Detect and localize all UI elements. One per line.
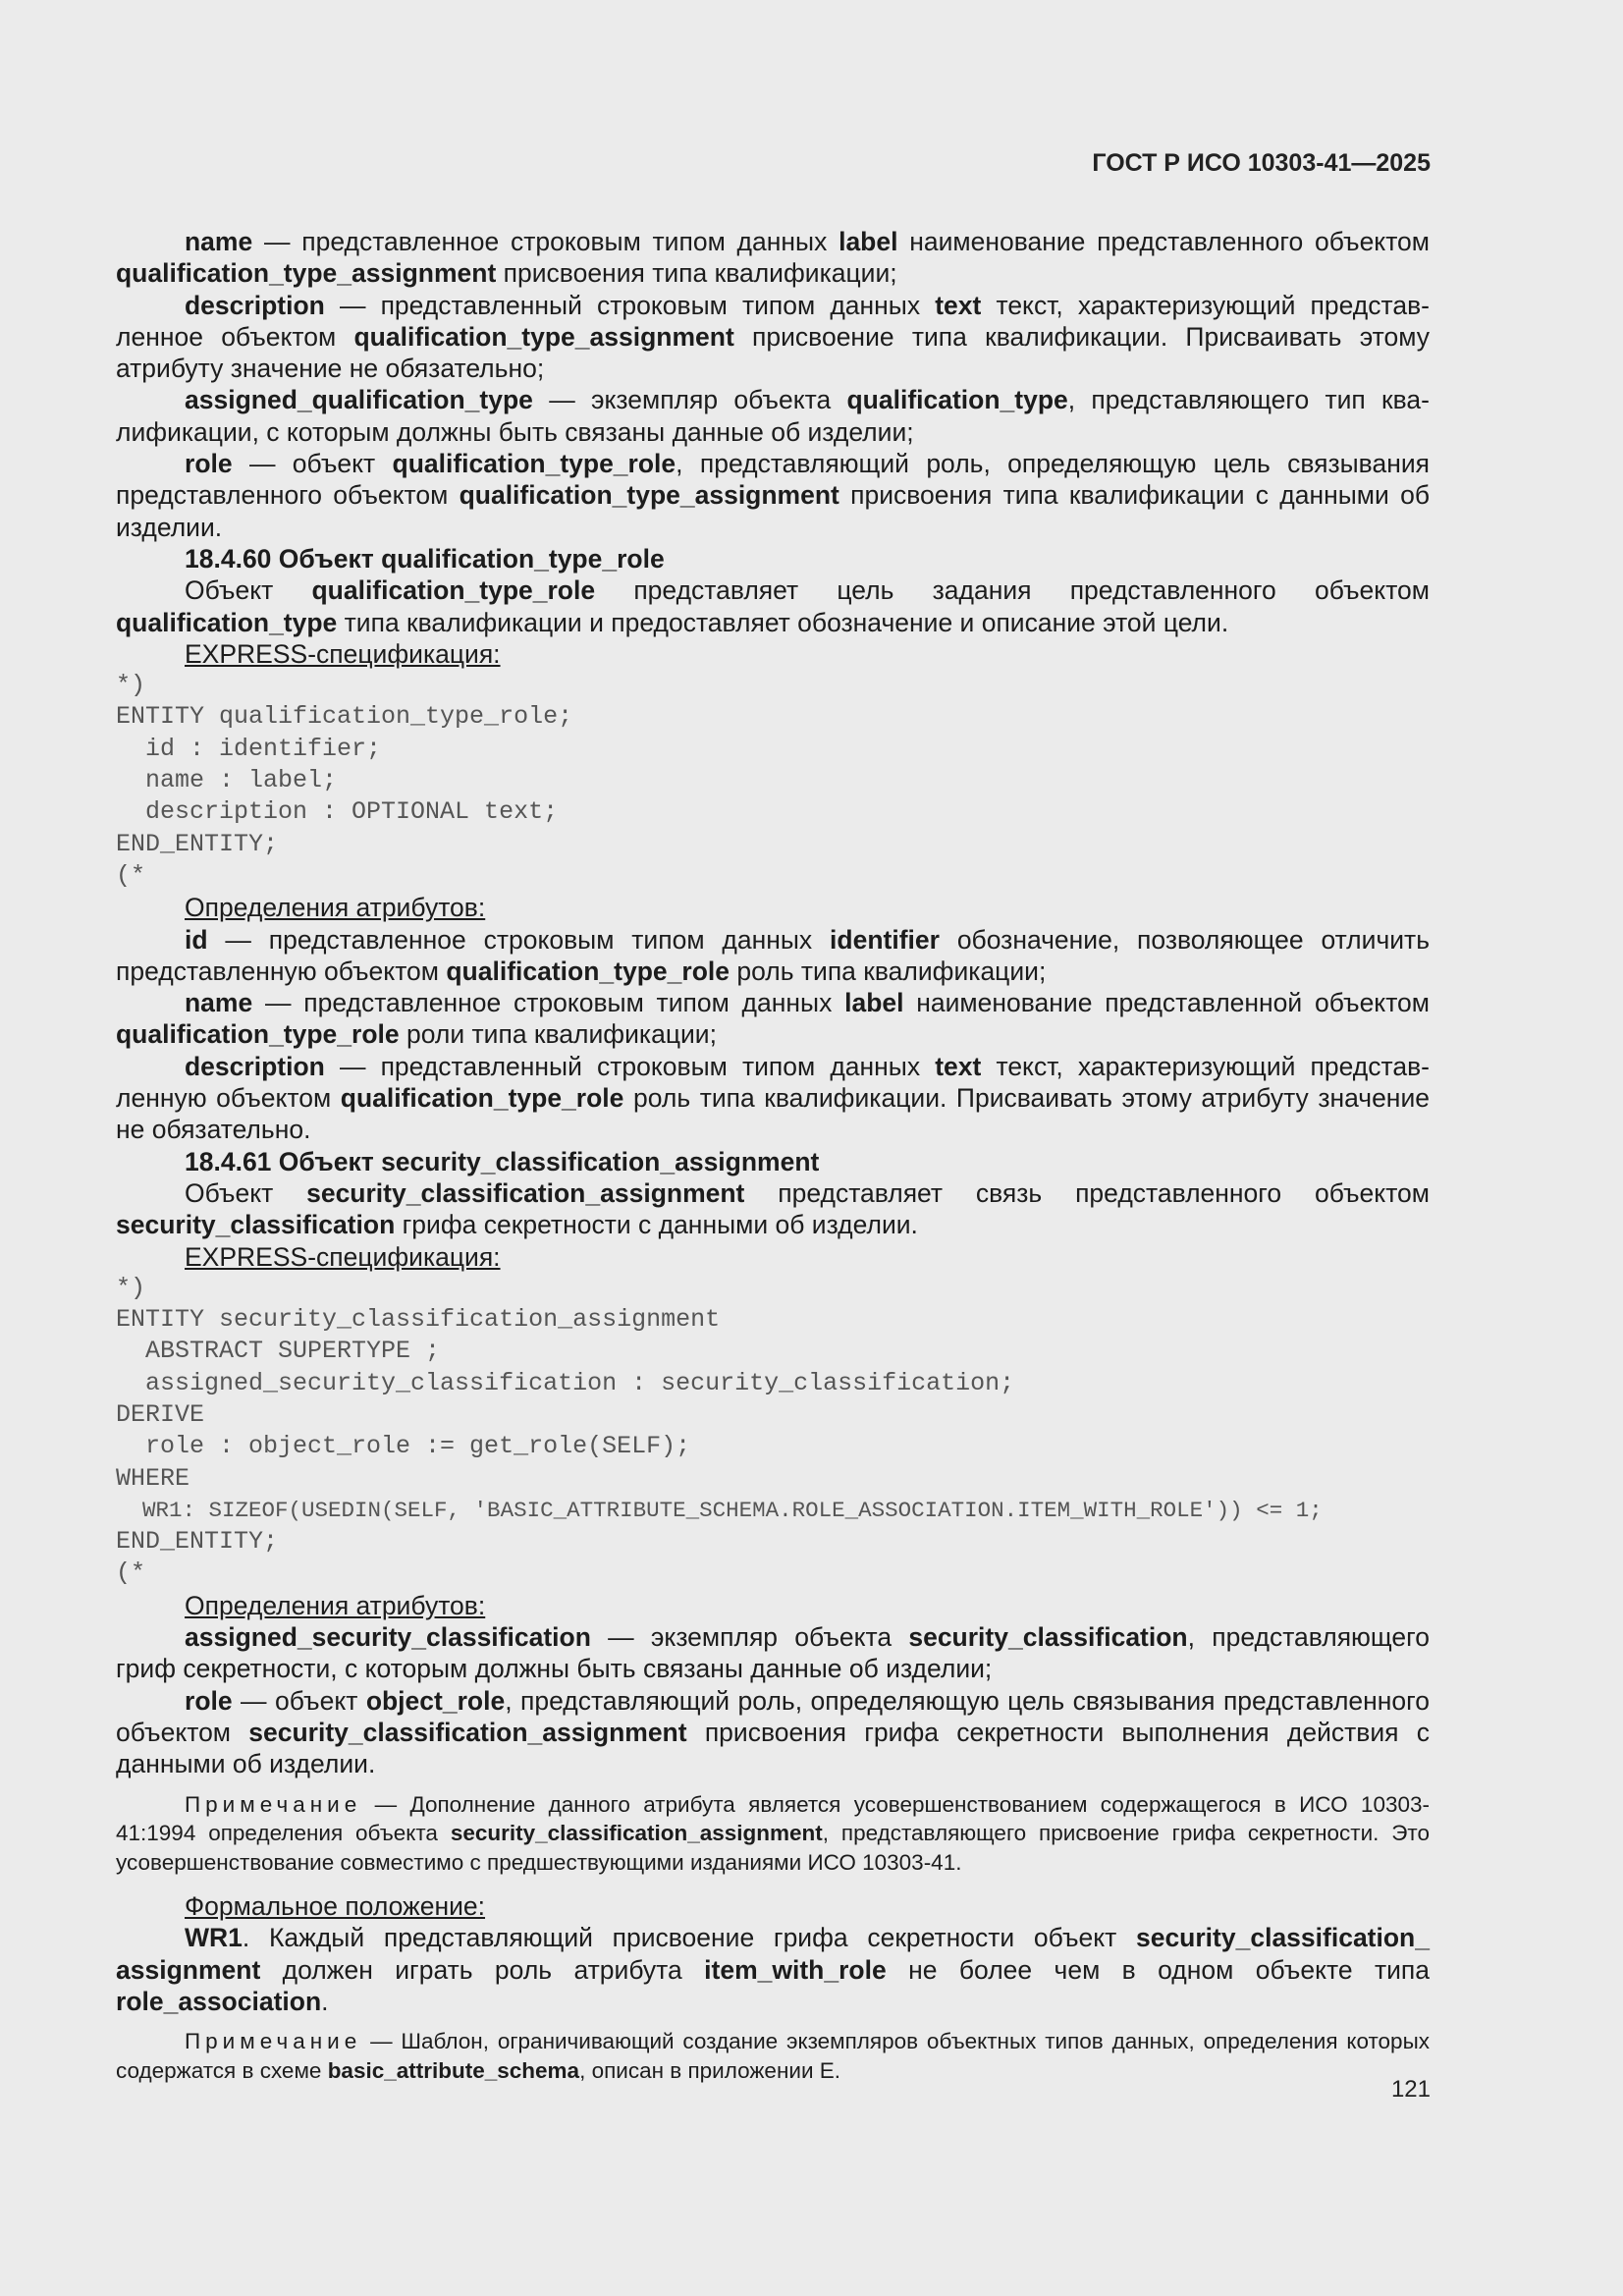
express-code-end: END_ENTITY; (*: [116, 1527, 279, 1588]
bold-term: security_classification_assignment: [306, 1177, 745, 1208]
text-run: — представленное строковым типом данных: [252, 227, 839, 256]
formal-proposition-label: Формальное положение:: [185, 1891, 486, 1922]
text-run: — объект: [232, 1685, 366, 1716]
text-run: — представленный строковым типом данных: [324, 1051, 936, 1081]
bold-term: qualification_type_role: [446, 956, 730, 986]
note-label: Примечание: [185, 2029, 362, 2054]
attribute-definitions-label: Определения атрибутов:: [185, 893, 486, 923]
where-rule-paragraph: [116, 1922, 1430, 2017]
note-label: Примечание: [185, 1791, 362, 1817]
attr-role-paragraph: [116, 1685, 1430, 1780]
text-run: текст, характеризующий представленное объектом: [116, 290, 1430, 352]
section-heading-18-4-60: 18.4.60 Объект qualification_type_role: [185, 543, 665, 574]
section-heading-18-4-61: 18.4.61 Объект security_classification_assignment: [185, 1146, 820, 1176]
attr-assigned-security-classification-paragraph: [116, 1621, 1430, 1685]
text-run: — представленный строковым типом данных: [324, 290, 936, 320]
text-run: роль типа квалификации. Присваивать этому атрибуту значение не обязательно.: [116, 1083, 1430, 1145]
text-run: должен играть роль атрибута: [260, 1954, 705, 1985]
attr-name-paragraph: [116, 987, 1430, 1051]
object-description-paragraph: [116, 574, 1430, 638]
text-run: присвоения типа квалификации с данными об изделии.: [116, 480, 1430, 542]
attribute-definitions-label: Определения атрибутов:: [185, 1590, 486, 1620]
text-run: текст, характеризующий представленную объектом: [116, 1051, 1430, 1114]
text-run: — представленное строковым типом данных: [207, 924, 831, 955]
text-run: , представляющий роль, определяющую цель связывания представленного объектом: [116, 1685, 1430, 1747]
text-run: представляет связь представленного объектом: [744, 1177, 1430, 1208]
bold-term: text: [935, 290, 982, 320]
bold-term: qualification_type_role: [116, 1019, 400, 1050]
bold-term: name: [185, 988, 253, 1018]
bold-term: qualification_type: [116, 607, 338, 637]
bold-term: security_classification: [116, 1210, 396, 1240]
text-run: Объект: [185, 1177, 307, 1208]
bold-term: role_association: [116, 1986, 322, 2016]
bold-term: assigned_qualification_type: [185, 385, 533, 415]
bold-term: identifier: [830, 924, 940, 955]
text-run: присвоения типа квалификации;: [496, 258, 897, 289]
bold-term: security_classification: [908, 1622, 1188, 1653]
text-run: наименование представленной объектом: [903, 988, 1430, 1018]
bold-term: security_classification_assignment: [450, 1821, 823, 1846]
bold-term: id: [185, 924, 208, 955]
text-run: не более чем в одном объекте типа: [886, 1954, 1430, 1985]
text-run: .: [321, 1986, 329, 2016]
standard-designation: ГОСТ Р ИСО 10303-41—2025: [1092, 149, 1431, 177]
bold-term: qualification_type: [846, 385, 1068, 415]
attr-name-paragraph: [116, 226, 1430, 290]
bold-term: assigned_security_classification: [185, 1622, 591, 1653]
bold-term: security_classification_assignment: [248, 1717, 687, 1747]
text-run: — Дополнение данного атрибута является усовершенствованием содержащегося в ИСО 10303-41:1994 определения объекта: [116, 1791, 1430, 1846]
express-code-block: *) ENTITY qualification_type_role; id : identifier; name : label; description : OPTIONAL text; END_ENTITY; (*: [116, 671, 573, 890]
attr-role-paragraph: [116, 448, 1430, 543]
page-number: 121: [1390, 2076, 1431, 2103]
text-run: , представляющего тип квалификации, с которым должны быть связаны данные об изделии;: [116, 385, 1430, 447]
bold-term: description: [185, 1051, 325, 1081]
text-run: — экземпляр объекта: [532, 385, 847, 415]
bold-term: name: [185, 227, 253, 256]
text-run: Объект: [185, 575, 312, 606]
bold-term: WR1: [185, 1923, 243, 1953]
attr-assigned-qualification-type-paragraph: [116, 384, 1430, 448]
attr-description-paragraph: [116, 1051, 1430, 1146]
express-code-block: *) ENTITY security_classification_assignment ABSTRACT SUPERTYPE ; assigned_security_classification : security_classification; DERIVE role : object_role := get_role(SELF); WHERE: [116, 1273, 1015, 1493]
bold-term: item_with_role: [704, 1954, 887, 1985]
bold-term: qualification_type_assignment: [459, 480, 839, 511]
text-run: , представляющего присвоение грифа секретности. Это усовершенствование совместимо с предшествующими изданиями ИСО 10303-41.: [116, 1821, 1431, 1875]
bold-term: qualification_type_assignment: [116, 258, 497, 289]
text-run: грифа секретности с данными об изделии.: [395, 1210, 918, 1240]
bold-term: text: [935, 1051, 982, 1081]
bold-term: label: [844, 988, 904, 1018]
text-run: присвоение типа квалификации. Присваивать этому атрибуту значение не обязательно;: [116, 321, 1431, 384]
bold-term: role: [185, 1685, 233, 1716]
bold-term: qualification_type_role: [311, 575, 596, 606]
text-run: типа квалификации и предоставляет обозначение и описание этой цели.: [337, 607, 1229, 637]
text-run: обозначение, позволяющее отличить представленную объектом: [116, 924, 1430, 986]
bold-term: role: [185, 449, 233, 479]
text-run: роль типа квалификации;: [730, 956, 1047, 986]
express-spec-label: EXPRESS-спецификация:: [185, 1241, 501, 1272]
note-paragraph: [116, 2027, 1430, 2085]
attr-id-paragraph: [116, 924, 1430, 988]
attr-description-paragraph: [116, 290, 1430, 385]
text-run: наименование представленного объектом: [897, 227, 1430, 256]
object-description-paragraph: [116, 1177, 1430, 1241]
where-rule-code-line: WR1: SIZEOF(USEDIN(SELF, 'BASIC_ATTRIBUTE_SCHEMA.ROLE_ASSOCIATION.ITEM_WITH_ROLE')) <= 1;: [116, 1497, 1323, 1523]
page-content: [116, 226, 1430, 2099]
bold-term: qualification_type_role: [340, 1083, 624, 1114]
text-run: — экземпляр объекта: [590, 1622, 909, 1653]
text-run: представляет цель задания представленного объектом: [595, 575, 1430, 606]
text-run: присвоения грифа секретности выполнения действия с данными об изделии.: [116, 1717, 1431, 1779]
bold-term: qualification_type_assignment: [353, 321, 734, 352]
bold-term: qualification_type_role: [392, 449, 676, 479]
bold-term: basic_attribute_schema: [327, 2057, 580, 2083]
text-run: — объект: [232, 449, 393, 479]
text-run: роли типа квалификации;: [399, 1019, 717, 1050]
text-run: — представленное строковым типом данных: [252, 988, 845, 1018]
text-run: , представляющий роль, определяющую цель связывания представленного объектом: [116, 449, 1430, 511]
text-run: . Каждый представляющий присвоение грифа секретности объект: [242, 1923, 1136, 1953]
bold-term: object_role: [365, 1685, 506, 1716]
text-run: , описан в приложении Е.: [579, 2057, 841, 2083]
note-paragraph: [116, 1790, 1430, 1878]
text-run: — Шаблон, ограничивающий создание экземпляров объектных типов данных, определения которых содержатся в схеме: [116, 2029, 1430, 2083]
bold-term: label: [839, 227, 898, 256]
bold-term: security_classification_ assignment: [116, 1923, 1430, 1985]
bold-term: description: [185, 290, 325, 320]
text-run: , представляющего гриф секретности, с которым должны быть связаны данные об изделии;: [116, 1622, 1430, 1684]
express-spec-label: EXPRESS-спецификация:: [185, 638, 501, 669]
